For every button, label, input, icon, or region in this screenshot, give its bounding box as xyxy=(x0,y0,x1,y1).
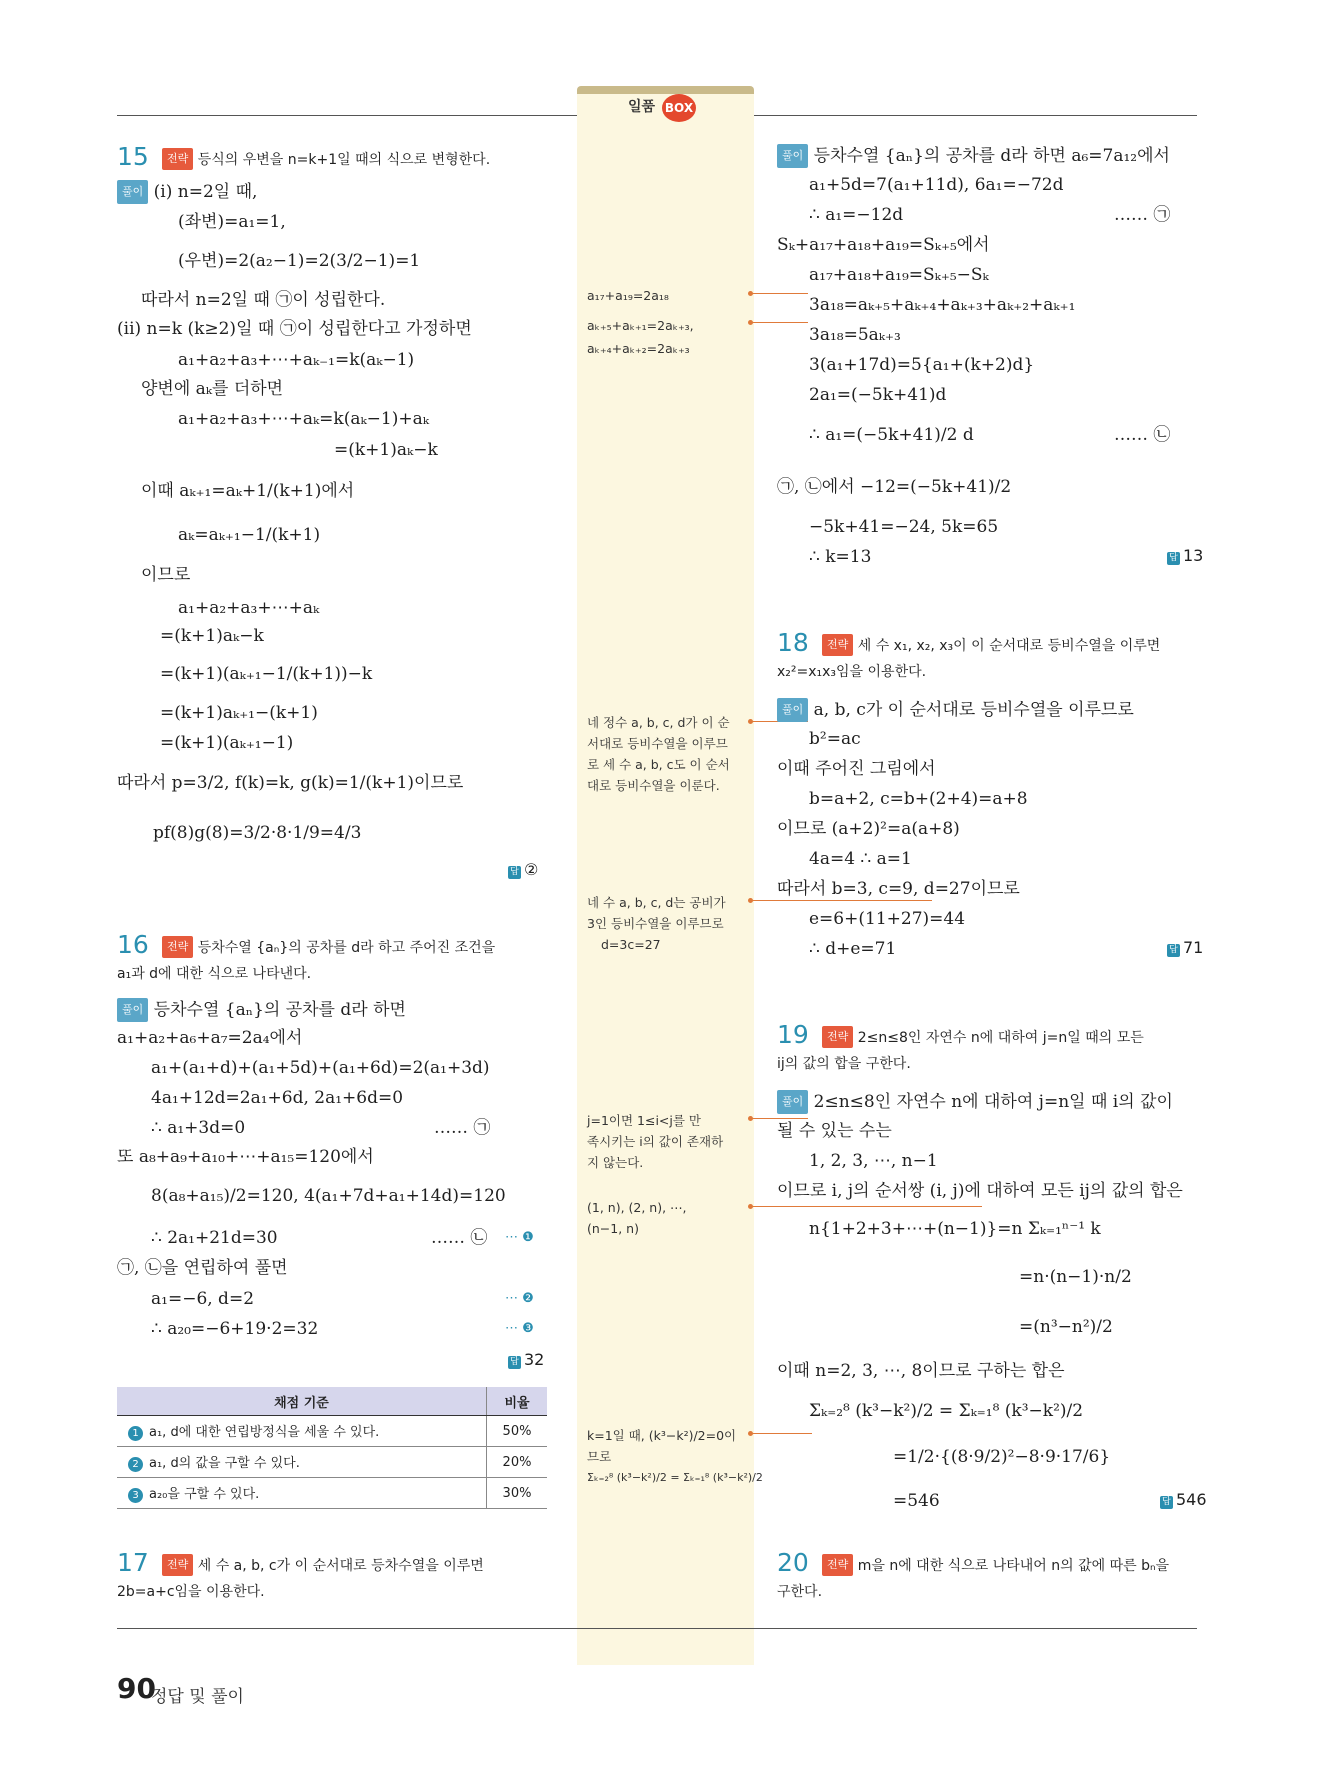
note-3: 네 정수 a, b, c, d가 이 순 서대로 등비수열을 이루므 로 세 수 a, b, c도 이 순서 대로 등비수열을 이룬다. xyxy=(587,715,730,793)
solution-line: a₁+a₂+a₃+⋯+aₖ₋₁=k(aₖ−1) xyxy=(178,350,415,370)
solution-line: (우변)=2(a₂−1)=2(3/2−1)=1 xyxy=(178,251,421,271)
solution-line: 이므로 i, j의 순서쌍 (i, j)에 대하여 모든 ij의 값의 합은 xyxy=(777,1181,1183,1201)
answer-icon: 답 xyxy=(508,866,521,879)
solution-line: 또 a₈+a₉+a₁₀+⋯+a₁₅=120에서 xyxy=(117,1147,374,1167)
connector-line xyxy=(752,900,932,901)
mark: …… ㉡ xyxy=(431,1228,488,1248)
solution-line: a₁+5d=7(a₁+11d), 6a₁=−72d xyxy=(809,175,1064,195)
answer-15: 답 ② xyxy=(508,860,538,879)
answer-icon: 답 xyxy=(1167,944,1180,957)
solution-line: 4a=4 ∴ a=1 xyxy=(809,849,912,869)
solution-line: 등차수열 {aₙ}의 공차를 d라 하면 xyxy=(153,1000,406,1020)
problem-18-strategy: 전략 세 수 x₁, x₂, x₃이 이 순서대로 등비수열을 이루면 xyxy=(822,634,1160,656)
solution-line: 따라서 n=2일 때 ㉠이 성립한다. xyxy=(141,290,386,310)
solution-line: 이때 주어진 그림에서 xyxy=(777,759,936,779)
connector-line xyxy=(752,293,808,294)
box-label: 일품 xyxy=(628,99,656,115)
connector-line xyxy=(752,1206,982,1207)
scoring-table xyxy=(117,1387,547,1509)
solution-tag: 풀이 xyxy=(777,698,808,722)
solution-line: 이때 aₖ₊₁=aₖ+1/(k+1)에서 xyxy=(141,481,355,501)
solution-line: 1, 2, 3, ⋯, n−1 xyxy=(809,1151,938,1171)
problem-17-number: 17 xyxy=(117,1548,149,1577)
note-5: j=1이면 1≤i<j를 만 족시키는 i의 값이 존재하 지 않는다. xyxy=(587,1113,724,1170)
problem-18-strategy-cont: x₂²=x₁x₃임을 이용한다. xyxy=(777,664,927,680)
strategy-text: 등식의 우변을 n=k+1일 때의 식으로 변형한다. xyxy=(197,152,491,168)
solution-line: Σₖ₌₂⁸ (k³−k²)/2 = Σₖ₌₁⁸ (k³−k²)/2 xyxy=(809,1401,1084,1421)
note-2b: aₖ₊₄+aₖ₊₂=2aₖ₊₃ xyxy=(587,341,690,356)
page-number: 90 xyxy=(117,1672,156,1705)
solution-line: n{1+2+3+⋯+(n−1)}=n Σₖ₌₁ⁿ⁻¹ k xyxy=(809,1219,1101,1239)
strategy-tag: 전략 xyxy=(822,1554,853,1576)
step-badge: 3 xyxy=(128,1488,143,1503)
mark: …… ㉠ xyxy=(1114,205,1171,225)
solution-line: ∴ a₂₀=−6+19·2=32 xyxy=(151,1319,319,1339)
answer-17: 답 13 xyxy=(1167,546,1203,565)
mark: ⋯ ❷ xyxy=(505,1291,534,1306)
footer-title: 정답 및 풀이 xyxy=(151,1687,244,1707)
solution-tag: 풀이 xyxy=(117,180,148,204)
strategy-tag: 전략 xyxy=(162,1554,193,1576)
solution-line: 이므로 (a+2)²=a(a+8) xyxy=(777,819,960,839)
solution-line: ∴ 2a₁+21d=30 xyxy=(151,1228,278,1248)
mark: ⋯ ❶ xyxy=(505,1230,534,1245)
step-badge: 1 xyxy=(128,1426,143,1441)
solution-line: 3a₁₈=aₖ₊₅+aₖ₊₄+aₖ₊₃+aₖ₊₂+aₖ₊₁ xyxy=(809,295,1076,315)
solution-line: 따라서 b=3, c=9, d=27이므로 xyxy=(777,879,1020,899)
problem-20-number: 20 xyxy=(777,1548,809,1577)
answer-icon: 답 xyxy=(1167,552,1180,565)
connector-line xyxy=(752,1118,808,1119)
solution-line: a₁+a₂+a₃+⋯+aₖ=k(aₖ−1)+aₖ xyxy=(178,409,429,429)
solution-line: 3a₁₈=5aₖ₊₃ xyxy=(809,325,901,345)
mark: …… ㉡ xyxy=(1114,425,1171,445)
solution-line: =(k+1)aₖ₊₁−(k+1) xyxy=(160,703,318,723)
solution-line: −5k+41=−24, 5k=65 xyxy=(809,517,999,537)
problem-20-strategy: 전략 m을 n에 대한 식으로 나타내어 n의 값에 따른 bₙ을 xyxy=(822,1554,1169,1576)
solution-line: =(n³−n²)/2 xyxy=(1019,1317,1113,1337)
solution-line: b=a+2, c=b+(2+4)=a+8 xyxy=(809,789,1028,809)
answer-icon: 답 xyxy=(508,1356,521,1369)
problem-15-strategy xyxy=(162,148,490,170)
problem-18-number: 18 xyxy=(777,628,809,657)
solution-line: 2≤n≤8인 자연수 n에 대하여 j=n일 때 i의 값이 xyxy=(813,1092,1173,1112)
solution-line: 따라서 p=3/2, f(k)=k, g(k)=1/(k+1)이므로 xyxy=(117,773,464,793)
solution-line: =(k+1)(aₖ₊₁−1/(k+1))−k xyxy=(160,664,373,684)
solution-line: =(k+1)(aₖ₊₁−1) xyxy=(160,733,294,753)
solution-line: 이므로 xyxy=(141,565,191,585)
solution-line: a₁=−6, d=2 xyxy=(151,1289,255,1309)
connector-line xyxy=(752,322,808,323)
strategy-tag: 전략 xyxy=(162,148,193,170)
solution-line: 등차수열 {aₙ}의 공차를 d라 하면 a₆=7a₁₂에서 xyxy=(813,146,1170,166)
mark: ⋯ ❸ xyxy=(505,1321,534,1336)
answer-19: 답 546 xyxy=(1160,1490,1207,1509)
problem-15-number: 15 xyxy=(117,142,149,171)
solution-line: =(k+1)aₖ−k xyxy=(160,626,264,646)
solution-line: =546 xyxy=(893,1491,940,1511)
solution-line: 4a₁+12d=2a₁+6d, 2a₁+6d=0 xyxy=(151,1088,404,1108)
problem-16-number: 16 xyxy=(117,930,149,959)
solution-line: (ii) n=k (k≥2)일 때 ㉠이 성립한다고 가정하면 xyxy=(117,319,472,339)
solution-line: pf(8)g(8)=3/2·8·1/9=4/3 xyxy=(153,823,362,843)
solution-line: 2a₁=(−5k+41)d xyxy=(809,385,947,405)
note-7: k=1일 때, (k³−k²)/2=0이 므로 Σₖ₌₂⁸ (k³−k²)/2 = Σₖ₌₁⁸ (k³−k²)/2 xyxy=(587,1428,763,1484)
connector-line xyxy=(752,1433,812,1434)
solution-line: =(k+1)aₖ−k xyxy=(334,440,438,460)
problem-17-strategy: 전략 세 수 a, b, c가 이 순서대로 등차수열을 이루면 xyxy=(162,1554,484,1576)
solution-line: 3(a₁+17d)=5{a₁+(k+2)d} xyxy=(809,355,1035,375)
solution-line: a₁₇+a₁₈+a₁₉=Sₖ₊₅−Sₖ xyxy=(809,265,989,285)
solution-line: =1/2·{(8·9/2)²−8·9·17/6} xyxy=(893,1447,1111,1467)
solution-line: ㉠, ㉡에서 −12=(−5k+41)/2 xyxy=(777,477,1012,497)
solution-tag: 풀이 xyxy=(117,998,148,1022)
solution-line: a, b, c가 이 순서대로 등비수열을 이루므로 xyxy=(813,700,1134,720)
solution-line: Sₖ+a₁₇+a₁₈+a₁₉=Sₖ₊₅에서 xyxy=(777,235,990,255)
problem-19-strategy-cont: ij의 값의 합을 구한다. xyxy=(777,1056,911,1072)
answer-16: 답 32 xyxy=(508,1350,544,1369)
solution-line: =n·(n−1)·n/2 xyxy=(1019,1267,1132,1287)
solution-tag: 풀이 xyxy=(777,144,808,168)
step-badge: 2 xyxy=(128,1457,143,1472)
solution-line: 이때 n=2, 3, ⋯, 8이므로 구하는 합은 xyxy=(777,1361,1065,1381)
table-row: 3 a₂₀을 구할 수 있다. 30% xyxy=(117,1478,547,1509)
strategy-tag: 전략 xyxy=(162,936,193,958)
solution-line: a₁+(a₁+d)+(a₁+5d)+(a₁+6d)=2(a₁+3d) xyxy=(151,1058,490,1078)
solution-line: 될 수 있는 수는 xyxy=(777,1121,892,1141)
problem-17-strategy-cont: 2b=a+c임을 이용한다. xyxy=(117,1584,265,1600)
solution-line: a₁+a₂+a₃+⋯+aₖ xyxy=(178,598,320,618)
note-6: (1, n), (2, n), ⋯, (n−1, n) xyxy=(587,1200,687,1236)
solution-line: ∴ a₁+3d=0 xyxy=(151,1118,246,1138)
solution-line: ∴ a₁=(−5k+41)/2 d xyxy=(809,425,974,445)
solution-line: aₖ=aₖ₊₁−1/(k+1) xyxy=(178,525,321,545)
solution-tag: 풀이 xyxy=(777,1090,808,1114)
answer-18: 답 71 xyxy=(1167,938,1203,957)
box-badge: BOX xyxy=(662,94,696,122)
strategy-tag: 전략 xyxy=(822,634,853,656)
mark: …… ㉠ xyxy=(434,1118,491,1138)
problem-16-strategy: 전략 등차수열 {aₙ}의 공차를 d라 하고 주어진 조건을 xyxy=(162,936,495,958)
problem-19-number: 19 xyxy=(777,1020,809,1049)
solution-line: ㉠, ㉡을 연립하여 풀면 xyxy=(117,1258,288,1278)
table-row: 1 a₁, d에 대한 연립방정식을 세울 수 있다. 50% xyxy=(117,1416,547,1447)
solution-line: ∴ a₁=−12d xyxy=(809,205,904,225)
solution-line: e=6+(11+27)=44 xyxy=(809,909,966,929)
note-2a: aₖ₊₅+aₖ₊₁=2aₖ₊₃, xyxy=(587,318,694,333)
table-header: 채점 기준 xyxy=(117,1387,487,1416)
problem-16-strategy-cont: a₁과 d에 대한 식으로 나타낸다. xyxy=(117,966,312,982)
solution-line: a₁+a₂+a₆+a₇=2a₄에서 xyxy=(117,1028,303,1048)
note-4: 네 수 a, b, c, d는 공비가 3인 등비수열을 이루므로 d=3c=27 xyxy=(587,895,726,952)
solution-line: ∴ d+e=71 xyxy=(809,939,897,959)
answer-icon: 답 xyxy=(1160,1496,1173,1509)
problem-19-strategy: 전략 2≤n≤8인 자연수 n에 대하여 j=n일 때의 모든 xyxy=(822,1026,1144,1048)
middle-column-cap xyxy=(577,86,754,94)
note-1: a₁₇+a₁₉=2a₁₈ xyxy=(587,288,669,303)
solution-line: ∴ k=13 xyxy=(809,547,872,567)
strategy-tag: 전략 xyxy=(822,1026,853,1048)
solution-line: 양변에 aₖ를 더하면 xyxy=(141,379,284,399)
solution-line: (i) n=2일 때, xyxy=(153,182,258,202)
problem-20-strategy-cont: 구한다. xyxy=(777,1584,823,1600)
solution-line: 8(a₈+a₁₅)/2=120, 4(a₁+7d+a₁+14d)=120 xyxy=(151,1186,506,1206)
table-header: 비율 xyxy=(487,1387,548,1416)
table-row: 2 a₁, d의 값을 구할 수 있다. 20% xyxy=(117,1447,547,1478)
solution-line: (좌변)=a₁=1, xyxy=(178,212,286,232)
bottom-rule xyxy=(117,1628,1197,1629)
solution-line: b²=ac xyxy=(809,729,861,749)
